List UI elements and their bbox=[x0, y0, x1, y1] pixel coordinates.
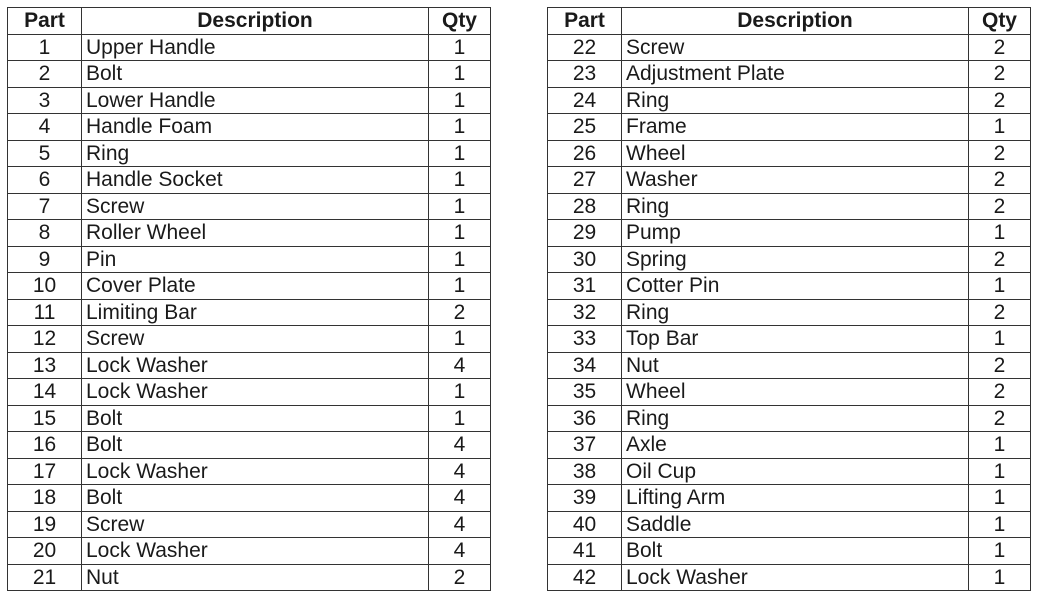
table-row bbox=[8, 352, 491, 379]
part-description-cell: Lock Washer bbox=[622, 564, 969, 591]
table-row bbox=[548, 299, 1031, 326]
table-row bbox=[8, 432, 491, 459]
part-description-cell: Nut bbox=[82, 564, 429, 591]
quantity-cell: 2 bbox=[969, 87, 1031, 114]
part-number-cell: 10 bbox=[8, 273, 82, 300]
part-number-cell: 4 bbox=[8, 114, 82, 141]
table-row bbox=[548, 432, 1031, 459]
quantity-cell: 2 bbox=[969, 61, 1031, 88]
header-part: Part bbox=[8, 8, 82, 35]
table-row bbox=[8, 220, 491, 247]
quantity-cell: 1 bbox=[969, 511, 1031, 538]
header-qty: Qty bbox=[429, 8, 491, 35]
part-description-cell: Lock Washer bbox=[82, 352, 429, 379]
part-number-cell: 2 bbox=[8, 61, 82, 88]
part-description-cell: Ring bbox=[622, 87, 969, 114]
part-number-cell: 29 bbox=[548, 220, 622, 247]
part-description-cell: Cover Plate bbox=[82, 273, 429, 300]
table-row bbox=[548, 34, 1031, 61]
quantity-cell: 1 bbox=[429, 114, 491, 141]
table-row bbox=[8, 273, 491, 300]
part-number-cell: 35 bbox=[548, 379, 622, 406]
part-description-cell: Adjustment Plate bbox=[622, 61, 969, 88]
quantity-cell: 1 bbox=[429, 61, 491, 88]
quantity-cell: 1 bbox=[429, 379, 491, 406]
header-qty: Qty bbox=[969, 8, 1031, 35]
quantity-cell: 1 bbox=[429, 193, 491, 220]
part-number-cell: 3 bbox=[8, 87, 82, 114]
part-description-cell: Wheel bbox=[622, 379, 969, 406]
part-description-cell: Bolt bbox=[82, 61, 429, 88]
part-number-cell: 23 bbox=[548, 61, 622, 88]
quantity-cell: 2 bbox=[969, 167, 1031, 194]
part-description-cell: Screw bbox=[82, 511, 429, 538]
quantity-cell: 1 bbox=[969, 326, 1031, 353]
quantity-cell: 2 bbox=[429, 299, 491, 326]
header-description: Description bbox=[622, 8, 969, 35]
part-description-cell: Wheel bbox=[622, 140, 969, 167]
table-row bbox=[8, 193, 491, 220]
part-description-cell: Handle Foam bbox=[82, 114, 429, 141]
part-description-cell: Pump bbox=[622, 220, 969, 247]
part-number-cell: 11 bbox=[8, 299, 82, 326]
quantity-cell: 1 bbox=[429, 220, 491, 247]
quantity-cell: 4 bbox=[429, 432, 491, 459]
quantity-cell: 1 bbox=[969, 485, 1031, 512]
part-description-cell: Roller Wheel bbox=[82, 220, 429, 247]
parts-table-right bbox=[547, 7, 1031, 591]
part-description-cell: Bolt bbox=[622, 538, 969, 565]
quantity-cell: 1 bbox=[429, 273, 491, 300]
header-row bbox=[548, 8, 1031, 35]
table-row bbox=[8, 405, 491, 432]
table-row bbox=[548, 220, 1031, 247]
part-description-cell: Limiting Bar bbox=[82, 299, 429, 326]
quantity-cell: 1 bbox=[969, 564, 1031, 591]
part-description-cell: Ring bbox=[82, 140, 429, 167]
part-number-cell: 22 bbox=[548, 34, 622, 61]
table-row bbox=[8, 326, 491, 353]
table-row bbox=[548, 61, 1031, 88]
part-description-cell: Oil Cup bbox=[622, 458, 969, 485]
table-row bbox=[548, 246, 1031, 273]
quantity-cell: 2 bbox=[969, 34, 1031, 61]
part-number-cell: 7 bbox=[8, 193, 82, 220]
table-row bbox=[548, 405, 1031, 432]
parts-table-body bbox=[548, 34, 1031, 591]
quantity-cell: 2 bbox=[969, 405, 1031, 432]
quantity-cell: 1 bbox=[969, 114, 1031, 141]
quantity-cell: 1 bbox=[969, 458, 1031, 485]
part-description-cell: Screw bbox=[82, 193, 429, 220]
quantity-cell: 1 bbox=[969, 273, 1031, 300]
part-number-cell: 32 bbox=[548, 299, 622, 326]
part-description-cell: Lifting Arm bbox=[622, 485, 969, 512]
table-row bbox=[548, 326, 1031, 353]
part-description-cell: Lower Handle bbox=[82, 87, 429, 114]
part-number-cell: 38 bbox=[548, 458, 622, 485]
table-row bbox=[548, 511, 1031, 538]
part-description-cell: Ring bbox=[622, 193, 969, 220]
table-row bbox=[8, 511, 491, 538]
part-description-cell: Axle bbox=[622, 432, 969, 459]
part-description-cell: Cotter Pin bbox=[622, 273, 969, 300]
part-description-cell: Bolt bbox=[82, 485, 429, 512]
quantity-cell: 2 bbox=[429, 564, 491, 591]
quantity-cell: 1 bbox=[429, 405, 491, 432]
part-number-cell: 18 bbox=[8, 485, 82, 512]
quantity-cell: 4 bbox=[429, 458, 491, 485]
part-number-cell: 40 bbox=[548, 511, 622, 538]
table-row bbox=[8, 379, 491, 406]
part-number-cell: 25 bbox=[548, 114, 622, 141]
part-number-cell: 12 bbox=[8, 326, 82, 353]
quantity-cell: 4 bbox=[429, 485, 491, 512]
quantity-cell: 2 bbox=[969, 140, 1031, 167]
quantity-cell: 4 bbox=[429, 352, 491, 379]
quantity-cell: 1 bbox=[969, 432, 1031, 459]
table-row bbox=[548, 87, 1031, 114]
table-row bbox=[8, 140, 491, 167]
part-number-cell: 20 bbox=[8, 538, 82, 565]
quantity-cell: 1 bbox=[969, 220, 1031, 247]
table-row bbox=[548, 379, 1031, 406]
quantity-cell: 2 bbox=[969, 379, 1031, 406]
part-number-cell: 37 bbox=[548, 432, 622, 459]
part-number-cell: 9 bbox=[8, 246, 82, 273]
part-description-cell: Spring bbox=[622, 246, 969, 273]
part-number-cell: 5 bbox=[8, 140, 82, 167]
part-description-cell: Ring bbox=[622, 405, 969, 432]
quantity-cell: 2 bbox=[969, 246, 1031, 273]
part-number-cell: 28 bbox=[548, 193, 622, 220]
quantity-cell: 1 bbox=[429, 167, 491, 194]
part-number-cell: 14 bbox=[8, 379, 82, 406]
header-part: Part bbox=[548, 8, 622, 35]
part-description-cell: Nut bbox=[622, 352, 969, 379]
header-description: Description bbox=[82, 8, 429, 35]
part-number-cell: 6 bbox=[8, 167, 82, 194]
quantity-cell: 1 bbox=[429, 326, 491, 353]
quantity-cell: 1 bbox=[429, 140, 491, 167]
part-description-cell: Top Bar bbox=[622, 326, 969, 353]
part-description-cell: Bolt bbox=[82, 405, 429, 432]
part-number-cell: 31 bbox=[548, 273, 622, 300]
quantity-cell: 1 bbox=[429, 246, 491, 273]
part-description-cell: Frame bbox=[622, 114, 969, 141]
table-row bbox=[548, 564, 1031, 591]
part-number-cell: 24 bbox=[548, 87, 622, 114]
part-description-cell: Screw bbox=[622, 34, 969, 61]
table-row bbox=[8, 61, 491, 88]
part-number-cell: 41 bbox=[548, 538, 622, 565]
part-description-cell: Ring bbox=[622, 299, 969, 326]
part-number-cell: 1 bbox=[8, 34, 82, 61]
part-number-cell: 42 bbox=[548, 564, 622, 591]
table-row bbox=[548, 538, 1031, 565]
part-description-cell: Screw bbox=[82, 326, 429, 353]
table-row bbox=[548, 485, 1031, 512]
part-number-cell: 34 bbox=[548, 352, 622, 379]
quantity-cell: 4 bbox=[429, 538, 491, 565]
part-description-cell: Upper Handle bbox=[82, 34, 429, 61]
part-number-cell: 16 bbox=[8, 432, 82, 459]
part-description-cell: Lock Washer bbox=[82, 538, 429, 565]
quantity-cell: 2 bbox=[969, 352, 1031, 379]
table-row bbox=[8, 299, 491, 326]
part-description-cell: Lock Washer bbox=[82, 379, 429, 406]
part-number-cell: 17 bbox=[8, 458, 82, 485]
table-row bbox=[8, 167, 491, 194]
part-number-cell: 36 bbox=[548, 405, 622, 432]
table-row bbox=[548, 273, 1031, 300]
table-row bbox=[548, 114, 1031, 141]
table-row bbox=[8, 34, 491, 61]
table-row bbox=[8, 485, 491, 512]
table-row bbox=[548, 352, 1031, 379]
part-number-cell: 19 bbox=[8, 511, 82, 538]
quantity-cell: 1 bbox=[429, 34, 491, 61]
part-description-cell: Lock Washer bbox=[82, 458, 429, 485]
table-row bbox=[8, 538, 491, 565]
part-number-cell: 13 bbox=[8, 352, 82, 379]
part-number-cell: 15 bbox=[8, 405, 82, 432]
part-description-cell: Bolt bbox=[82, 432, 429, 459]
quantity-cell: 1 bbox=[429, 87, 491, 114]
table-row bbox=[8, 87, 491, 114]
table-row bbox=[8, 114, 491, 141]
header-row bbox=[8, 8, 491, 35]
part-number-cell: 26 bbox=[548, 140, 622, 167]
quantity-cell: 2 bbox=[969, 299, 1031, 326]
quantity-cell: 4 bbox=[429, 511, 491, 538]
parts-table-body bbox=[8, 34, 491, 591]
part-description-cell: Pin bbox=[82, 246, 429, 273]
part-number-cell: 30 bbox=[548, 246, 622, 273]
part-number-cell: 27 bbox=[548, 167, 622, 194]
table-row bbox=[8, 246, 491, 273]
part-description-cell: Handle Socket bbox=[82, 167, 429, 194]
part-number-cell: 33 bbox=[548, 326, 622, 353]
table-row bbox=[548, 140, 1031, 167]
quantity-cell: 2 bbox=[969, 193, 1031, 220]
table-row bbox=[548, 167, 1031, 194]
quantity-cell: 1 bbox=[969, 538, 1031, 565]
part-number-cell: 21 bbox=[8, 564, 82, 591]
table-row bbox=[548, 458, 1031, 485]
table-row bbox=[8, 564, 491, 591]
part-description-cell: Washer bbox=[622, 167, 969, 194]
parts-table-left bbox=[7, 7, 491, 591]
table-row bbox=[548, 193, 1031, 220]
part-number-cell: 39 bbox=[548, 485, 622, 512]
part-number-cell: 8 bbox=[8, 220, 82, 247]
part-description-cell: Saddle bbox=[622, 511, 969, 538]
table-row bbox=[8, 458, 491, 485]
